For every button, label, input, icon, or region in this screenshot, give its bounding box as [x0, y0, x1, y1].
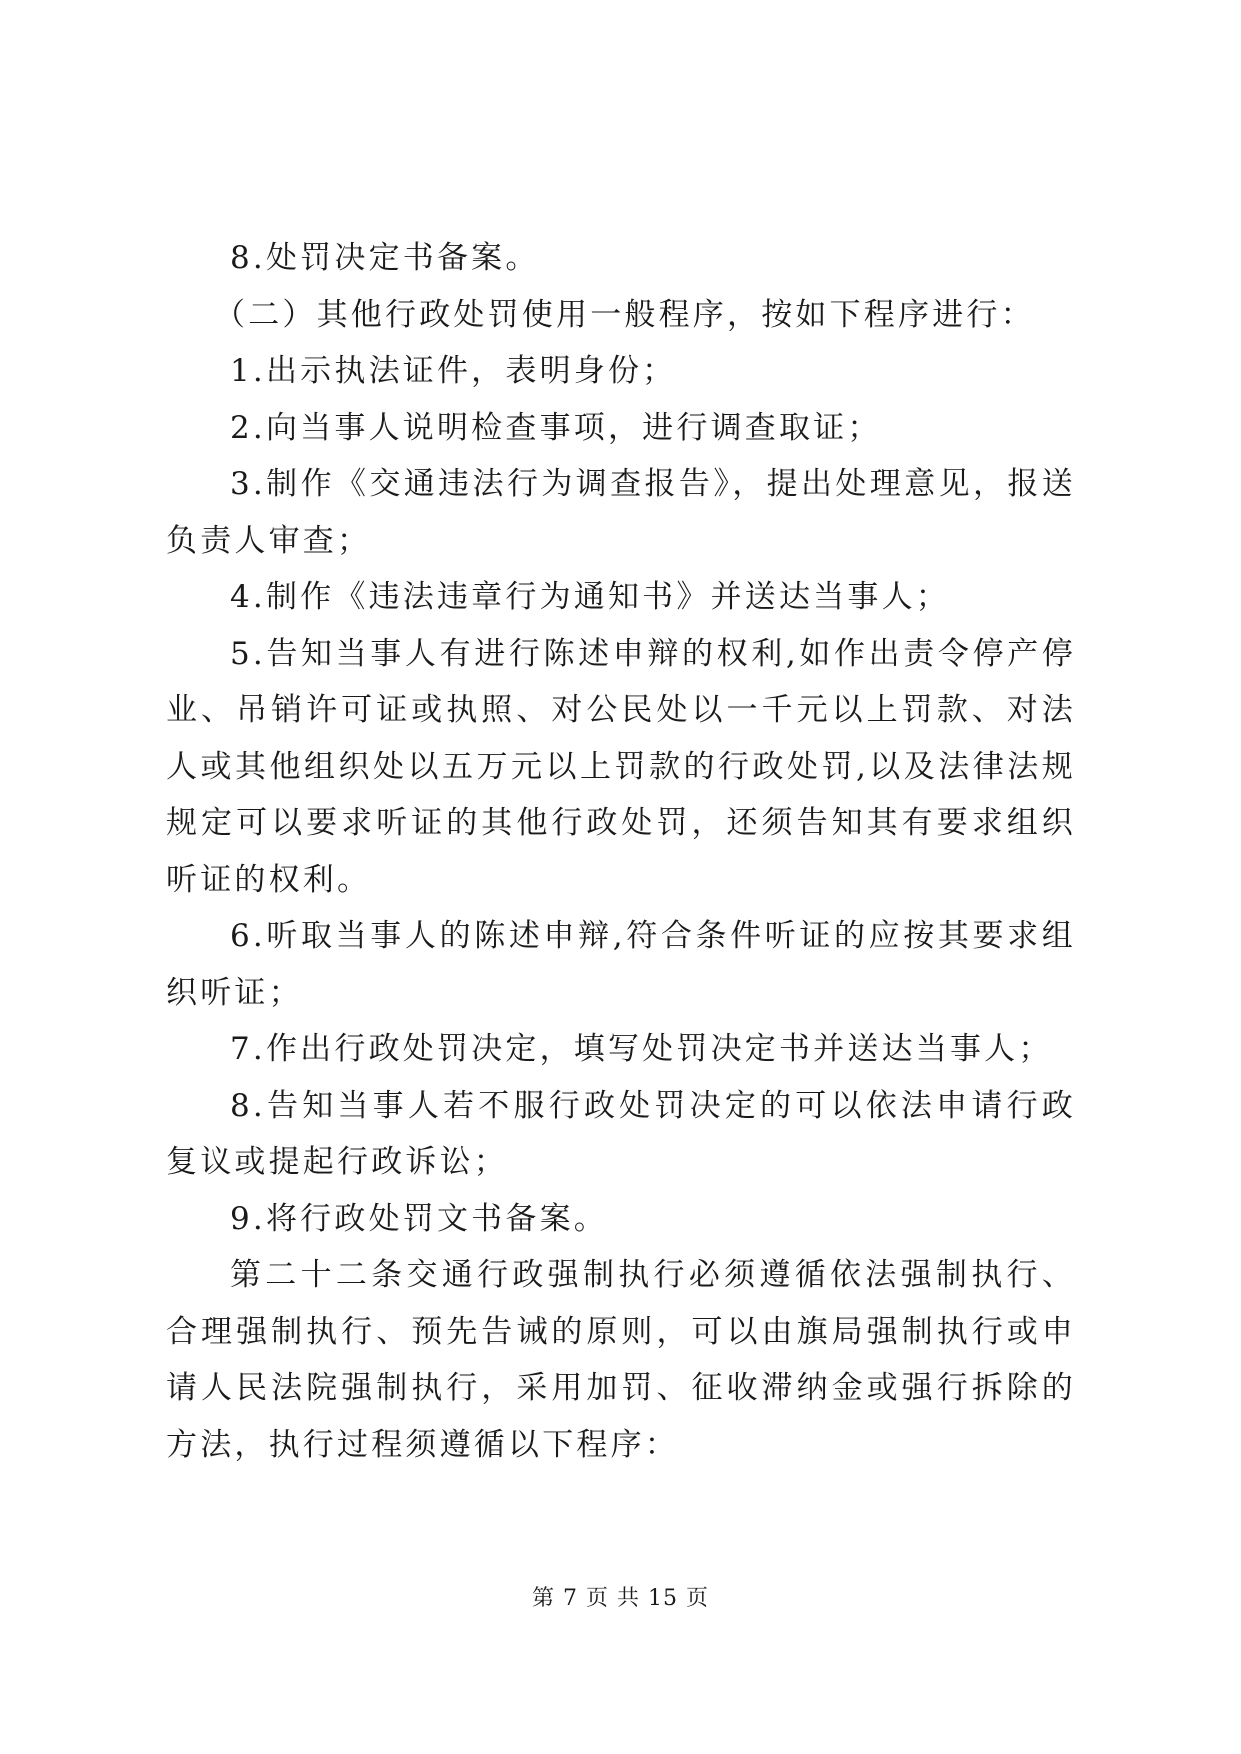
paragraph-item-8-filing: 8.处罚决定书备案。 [230, 240, 540, 276]
document-body [166, 230, 1076, 1473]
paragraph-step-3: 3.制作《交通违法行为调查报告》，提出处理意见，报送负责人审查； [166, 466, 1076, 559]
paragraph-section-general-procedure: （二）其他行政处罚使用一般程序，按如下程序进行： [214, 296, 1035, 333]
paragraph-step-8: 8.告知当事人若不服行政处罚决定的可以依法申请行政复议或提起行政诉讼； [166, 1087, 1076, 1180]
paragraph-step-6: 6.听取当事人的陈述申辩,符合条件听证的应按其要求组织听证； [166, 918, 1076, 1011]
paragraph-step-5: 5.告知当事人有进行陈述申辩的权利,如作出责令停产停业、吊销许可证或执照、对公民处以一千元以上罚款、对法人或其他组织处以五万元以上罚款的行政处罚,以及法律法规规定可以要求听证的其他行政处罚，还须告知其有要求组织听证的权利。 [166, 635, 1076, 898]
paragraph-step-7: 7.作出行政处罚决定，填写处罚决定书并送达当事人； [230, 1031, 1053, 1067]
paragraph-step-9: 9.将行政处罚文书备案。 [230, 1200, 608, 1237]
paragraph-step-1: 1.出示执法证件，表明身份； [230, 353, 677, 389]
paragraph-step-2: 2.向当事人说明检查事项，进行调查取证； [230, 409, 882, 446]
page-number-footer: 第 7 页 共 15 页 [532, 1586, 709, 1611]
paragraph-step-4: 4.制作《违法违章行为通知书》并送达当事人； [230, 579, 950, 615]
paragraph-article-22: 第二十二条交通行政强制执行必须遵循依法强制执行、合理强制执行、预先告诫的原则，可以由旗局强制执行或申请人民法院强制执行，采用加罚、征收滞纳金或强行拆除的方法，执行过程须遵循以下程序： [166, 1257, 1076, 1463]
